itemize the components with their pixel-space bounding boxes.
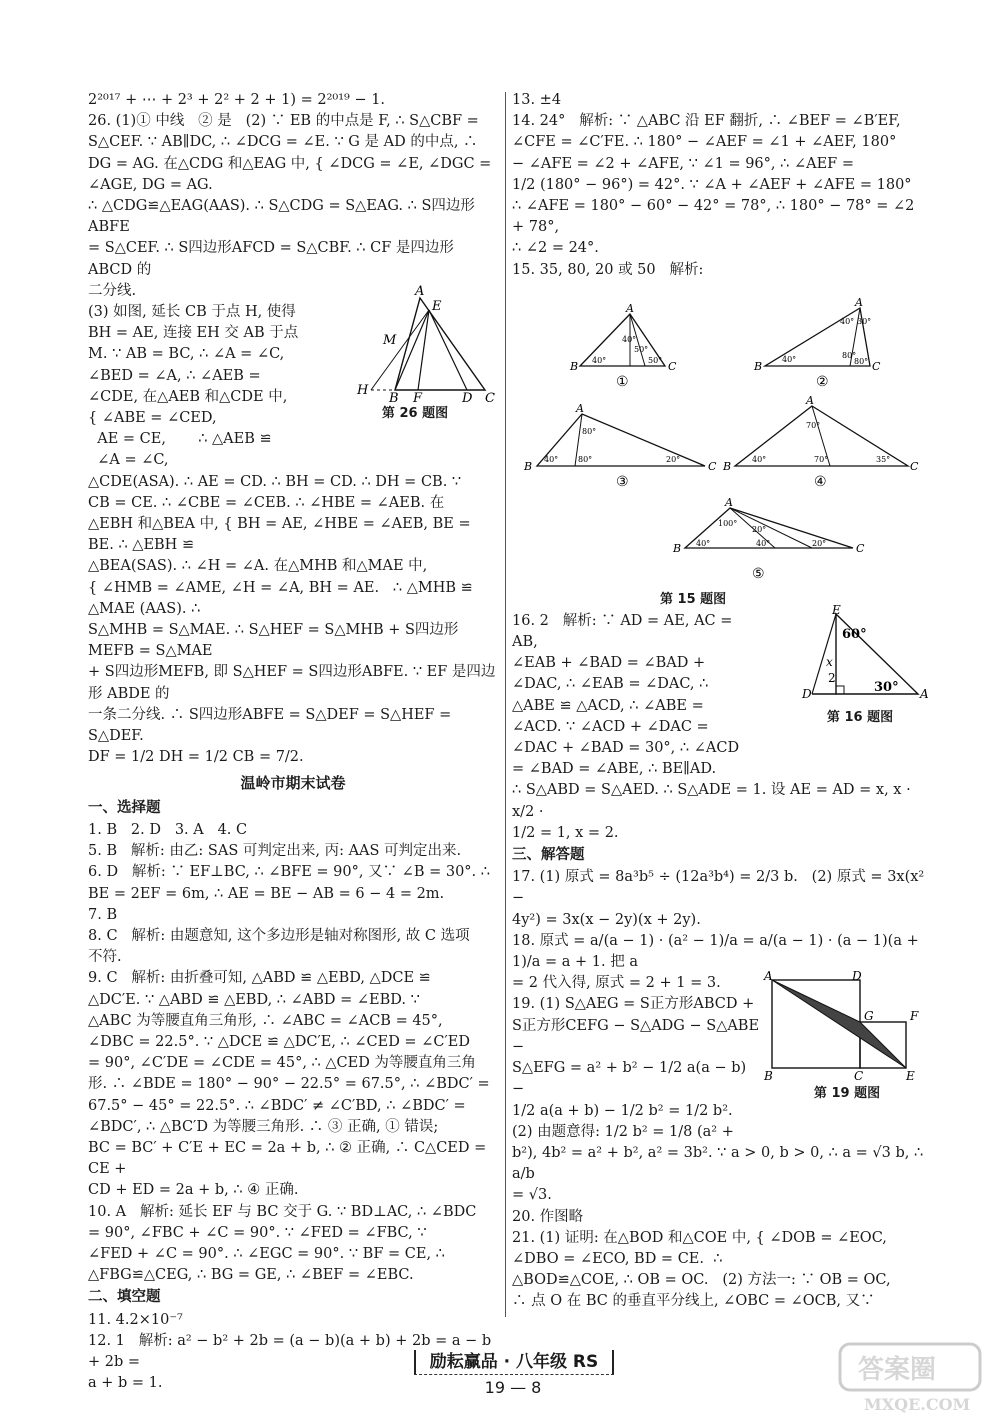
text-line: 17. (1) 原式 = 8a³b⁵ ÷ (12a³b⁴) = 2/3 b. (2) 原式 = 3x(x² − (512, 869, 929, 907)
fig15-angle: 20° (666, 455, 681, 464)
fig26-label: D (462, 391, 473, 406)
fig19-label: F (910, 1009, 919, 1023)
text-line: 26. (1)① 中线 ② 是 (2) ∵ EB 的中点是 F, ∴ S△CBF = (88, 113, 479, 130)
section-choice: 一、选择题 (88, 799, 161, 816)
text-line: 8. C 解析: 由题意知, 这个多边形是轴对称图形, 故 C 选项 (88, 927, 470, 944)
fig19-label: G (864, 1009, 874, 1023)
text-line: (2) 由题意得: 1/2 b² = 1/8 (a² + (512, 1123, 734, 1140)
figure-26 (345, 282, 505, 421)
fig15-angle: 20° (752, 525, 767, 534)
fig15-angle: 50° (634, 345, 649, 354)
fig19-label: C (854, 1069, 864, 1083)
text-line: ∠FED + ∠C = 90°. ∴ ∠EGC = 90°. ∵ BF = CE, ∴ (88, 1245, 445, 1262)
fig26-label: B (389, 391, 399, 406)
fig15-angle: 40° (782, 355, 797, 364)
fig15-mark: ⑤ (752, 566, 765, 582)
q25-q26-text (88, 90, 498, 302)
text-line: 不符. (88, 949, 122, 966)
fig15-angle: 40° (544, 455, 559, 464)
text-line: ∠CDE, 在△AEB 和△CDE 中, (88, 388, 288, 405)
figure-26-caption: 第 26 题图 (381, 406, 449, 421)
fig15-angle: 100° (718, 519, 738, 528)
fig15-angle: 80° (578, 455, 593, 464)
figure-16-drawing (790, 603, 930, 706)
fig26-label: A (415, 284, 425, 299)
text-line: DF = 1/2 DH = 1/2 CB = 7/2. (88, 749, 304, 766)
svg-text:答案圈: 答案圈 (858, 1355, 937, 1385)
fig26-label: E (432, 299, 442, 314)
fig15-angle: 40° (756, 539, 771, 548)
text-line: BE = 2EF = 6m, ∴ AE = BE − AB = 6 − 4 = 2m. (88, 885, 445, 902)
fig15-mark: ① (616, 374, 629, 390)
svg-text:B: B (570, 360, 579, 373)
text-line: 18. 原式 = a/(a − 1) · (a² − 1)/a = a/(a − 1) · (a − 1)(a + 1)/a = a + 1. 把 a (512, 932, 924, 971)
figure-15 (520, 296, 930, 607)
text-line: = S△CEF. ∴ S四边形AFCD = S△CBF. ∴ CF 是四边形 ABCD 的 (88, 240, 459, 278)
q13-q15-text (512, 90, 930, 281)
svg-text:C: C (708, 460, 717, 473)
svg-text:A: A (806, 394, 814, 407)
text-line: 5. B 解析: 由乙: SAS 可判定出来, 丙: AAS 可判定出来. (88, 843, 462, 860)
text-line: 13. ±4 (512, 92, 562, 108)
svg-text:B: B (673, 542, 682, 555)
text-line: 21. (1) 证明: 在△BOD 和△COE 中, { ∠DOB = ∠EOC, ∠DBO = ∠ECO, BD = CE. ∴ (512, 1229, 892, 1267)
text-line: △ABE ≌ △ACD, ∴ ∠ABE = (512, 697, 704, 714)
text-line: ∠DAC, ∴ ∠EAB = ∠DAC, ∴ (512, 676, 709, 693)
svg-text:A: A (626, 302, 634, 315)
text-line: DG = AG. 在△CDG 和△EAG 中, { ∠DCG = ∠E, ∠DGC = ∠AGE, DG = AG. (88, 155, 496, 193)
text-line: 9. C 解析: 由折叠可知, △ABD ≌ △EBD, △DCE ≌ (88, 970, 431, 987)
text-line: 一条二分线. ∴ S四边形ABFE = S△DEF = S△HEF = S△DEF. (88, 706, 456, 745)
fig15-angle: 40° (592, 356, 607, 365)
text-line: 1/2 a(a + b) − 1/2 b² = 1/2 b². (512, 1102, 733, 1119)
fig26-label: F (413, 391, 423, 406)
text-line: △CDE(ASA). ∴ AE = CD. ∴ BH = CD. ∴ DH = CB. ∵ (88, 473, 462, 490)
text-line: 16. 2 解析: ∵ AD = AE, AC = AB, (512, 612, 737, 651)
exam-title: 温岭市期末试卷 (240, 773, 346, 792)
svg-text:C: C (872, 360, 881, 373)
fig15-angle: 40° (622, 335, 637, 344)
text-line: = √3. (512, 1187, 552, 1204)
fig15-angle: 70° (806, 421, 821, 430)
text-line: 11. 4.2×10⁻⁷ (88, 1311, 183, 1328)
text-line: b²), 4b² = a² + b², a² = 3b². ∵ a > 0, b > 0, ∴ a = √3 b, ∴ a/b (512, 1144, 928, 1183)
fig19-label: B (764, 1069, 773, 1083)
text-line: 19. (1) S△AEG = S正方形ABCD + (512, 996, 755, 1013)
figure-26-drawing (345, 282, 505, 406)
text-line: ∠DBC = 22.5°. ∵ △DCE ≌ △DC′E, ∴ ∠CED = ∠C′ED (88, 1033, 470, 1050)
figure-16-caption: 第 16 题图 (826, 710, 894, 725)
text-line: = 2 代入得, 原式 = 2 + 1 = 3. (512, 975, 721, 992)
text-line: { ∠ABE = ∠CED, (88, 410, 217, 427)
text-line: CB = CE. ∴ ∠CBE = ∠CEB. ∴ ∠HBE = ∠AEB. 在 (88, 494, 445, 511)
svg-text:C: C (910, 460, 919, 473)
text-line: △BEA(SAS). ∴ ∠H = ∠A. 在△MHB 和△MAE 中, (88, 558, 428, 575)
text-line: △FBG≌△CEG, ∴ BG = GE, ∴ ∠BEF = ∠EBC. (88, 1267, 414, 1284)
fig26-label: C (485, 391, 495, 406)
text-line: ∠BED = ∠A, ∴ ∠AEB = (88, 367, 261, 384)
text-line: 15. 35, 80, 20 或 50 解析: (512, 261, 704, 278)
fig16-label: A (920, 687, 929, 701)
fig16-label: x (826, 655, 833, 669)
text-line: 20. 作图略 (512, 1208, 584, 1225)
text-line: 6. D 解析: ∵ EF⊥BC, ∴ ∠BFE = 90°, 又∵ ∠B = 30°. ∴ (88, 864, 490, 881)
q16-conclusion (512, 780, 930, 844)
fig15-angle: 30° (857, 317, 872, 326)
text-line: ∴ S△ABD = S△AED. ∴ S△ADE = 1. 设 AE = AD = x, x · x/2 · (512, 782, 916, 820)
q26-proof-text (88, 472, 498, 769)
text-line: ∠ACD. ∵ ∠ACD + ∠DAC = (512, 718, 709, 735)
choice-answers (88, 820, 498, 1286)
text-line: 1/2 = 1, x = 2. (512, 824, 619, 841)
text-line: ∠BDC′, ∴ △BC′D 为等腰三角形. ∴ ③ 正确, ① 错误; (88, 1118, 439, 1135)
svg-text:C: C (668, 360, 677, 373)
text-line: △DC′E. ∵ △ABD ≌ △EBD, ∴ ∠ABD = ∠EBD. ∵ (88, 991, 420, 1008)
text-line: (3) 如图, 延长 CB 于点 H, 使得 (88, 304, 296, 321)
text-line: 67.5° − 45° = 22.5°. ∴ ∠BDC′ ≠ ∠C′BD, ∴ ∠BDC′ = (88, 1097, 466, 1114)
fig15-angle: 40° (752, 455, 767, 464)
fig15-angle: 70° (814, 455, 829, 464)
figure-19-caption: 第 19 题图 (813, 1086, 881, 1101)
fig19-label: A (764, 969, 773, 983)
section-fill: 二、填空题 (88, 1289, 161, 1306)
fig19-label: E (906, 1069, 915, 1083)
svg-text:B: B (524, 460, 533, 473)
text-line: ∴ ∠AFE = 180° − 60° − 42° = 78°, ∴ 180° − 78° = ∠2 + 78°, (512, 198, 919, 236)
fig15-angle: 50° (648, 356, 663, 365)
text-line: = ∠BAD = ∠ABE, ∴ BE∥AD. (512, 761, 717, 778)
text-line: 14. 24° 解析: ∵ △ABC 沿 EF 翻折, ∴ ∠BEF = ∠B′EF, (512, 113, 901, 130)
text-line: BH = AE, 连接 EH 交 AB 于点 (88, 325, 299, 342)
text-line: = 90°, ∠C′DE = ∠CDE = 45°, ∴ △CED 为等腰直角三角 (88, 1055, 476, 1072)
fig15-angle: 80° (582, 427, 597, 436)
fig15-mark: ③ (616, 474, 629, 490)
fig15-mark: ② (816, 374, 829, 390)
text-line: S△EFG = a² + b² − 1/2 a(a − b) − (512, 1060, 751, 1098)
text-line: ∴ △CDG≌△EAG(AAS). ∴ S△CDG = S△EAG. ∴ S四边形ABFE (88, 198, 475, 236)
figure-15-drawing (520, 296, 930, 588)
text-line: 4y²) = 3x(x − 2y)(x + 2y). (512, 911, 701, 928)
text-line: ∴ ∠2 = 24°. (512, 240, 599, 257)
text-line: 1/2 (180° − 96°) = 42°. ∵ ∠A + ∠AEF + ∠AFE = 180° (512, 176, 912, 193)
text-line: M. ∵ AB = BC, ∴ ∠A = ∠C, (88, 346, 285, 363)
text-line: 7. B (88, 906, 118, 923)
footer-brand: 励耘赢品 · 八年级 RS (414, 1350, 614, 1374)
svg-text:B: B (754, 360, 763, 373)
text-line: = 90°, ∠FBC + ∠C = 90°. ∵ ∠FED = ∠FBC, ∵ (88, 1224, 427, 1241)
fig16-label: E (832, 603, 841, 617)
text-line: 形. ∴ ∠BDE = 180° − 90° − 22.5° = 67.5°, ∴ ∠BDC′ = (88, 1076, 490, 1093)
svg-text:A: A (855, 296, 863, 309)
section-solve: 三、解答题 (512, 847, 585, 864)
text-line: 二分线. (88, 282, 137, 299)
fig16-label: 60° (842, 627, 867, 642)
text-line: 10. A 解析: 延长 EF 与 BC 交于 G. ∵ BD⊥AC, ∴ ∠BDC (88, 1203, 477, 1220)
text-line: 2²⁰¹⁷ + ⋯ + 2³ + 2² + 2 + 1) = 2²⁰¹⁹ − 1. (88, 92, 386, 108)
svg-text:MXQE.COM: MXQE.COM (864, 1395, 971, 1414)
text-line: ∠CFE = ∠C′FE. ∴ 180° − ∠AEF = ∠1 + ∠AEF, 180° (512, 134, 897, 151)
fig16-label: 2 (828, 671, 836, 685)
q20-q21-text (512, 1207, 930, 1313)
text-line: BC = BC′ + C′E + EC = 2a + b, ∴ ② 正确, ∴ C△CED = CE + (88, 1139, 491, 1178)
text-line: + S四边形MEFB, 即 S△HEF = S四边形ABFE. ∵ EF 是四边形 ABDE 的 (88, 664, 496, 702)
fig15-angle: 40° (696, 539, 711, 548)
text-line: 12. 1 解析: a² − b² + 2b = (a − b)(a + b) + 2b = a − b + 2b = (88, 1332, 496, 1370)
fig26-label: H (357, 383, 369, 398)
fig15-angle: 20° (812, 539, 827, 548)
q19-part2-text (512, 1143, 930, 1207)
text-line: S△CEF. ∵ AB∥DC, ∴ ∠DCG = ∠E. ∵ G 是 AD 的中点, ∴ (88, 134, 478, 151)
figure-19 (762, 970, 932, 1101)
text-line: ∠DAC + ∠BAD = 30°, ∴ ∠ACD (512, 740, 740, 757)
text-line: ∠EAB + ∠BAD = ∠BAD + (512, 655, 706, 672)
fig16-label: D (802, 687, 812, 701)
text-line: △ABC 为等腰直角三角形, ∴ ∠ABC = ∠ACB = 45°, (88, 1012, 443, 1029)
svg-text:A: A (576, 402, 584, 415)
svg-text:A: A (725, 496, 733, 509)
text-line: − ∠AFE = ∠2 + ∠AFE, ∵ ∠1 = 96°, ∴ ∠AEF = (512, 155, 854, 172)
text-line: S正方形CEFG − S△ADG − S△ABE − (512, 1017, 764, 1055)
fig26-label: M (383, 333, 397, 348)
figure-19-drawing (762, 970, 932, 1082)
figure-15-caption: 第 15 题图 (660, 592, 727, 607)
figure-16 (790, 603, 930, 725)
text-line: ∠A = ∠C, (88, 452, 169, 469)
svg-text:B: B (723, 460, 732, 473)
text-line: 1. B 2. D 3. A 4. C (88, 821, 248, 838)
footer-rule (414, 1374, 614, 1375)
fig16-label: 30° (874, 680, 899, 695)
fig15-angle: 35° (876, 455, 891, 464)
text-line: ∴ 点 O 在 BC 的垂直平分线上, ∠OBC = ∠OCB, 又∵ (512, 1293, 875, 1310)
text-line: CD + ED = 2a + b, ∴ ④ 正确. (88, 1182, 299, 1199)
fig15-mark: ④ (814, 474, 827, 490)
fig15-angle: 40° (840, 317, 855, 326)
fig19-label: D (852, 969, 862, 983)
page-number: 19 — 8 (484, 1378, 542, 1397)
fig15-angle: 80° (854, 357, 869, 366)
text-line: S△MHB = S△MAE. ∴ S△HEF = S△MHB + S四边形MEFB = S△MAE (88, 622, 459, 660)
text-line: △BOD≌△COE, ∴ OB = OC. (2) 方法一: ∵ OB = OC, (512, 1272, 891, 1289)
text-line: AE = CE, ∴ △AEB ≌ (88, 431, 272, 448)
fig15-angle: 80° (842, 351, 857, 360)
text-line: { ∠HMB = ∠AME, ∠H = ∠A, BH = AE. ∴ △MHB ≌ △MAE (AAS). ∴ (88, 579, 478, 617)
text-line: △EBH 和△BEA 中, { BH = AE, ∠HBE = ∠AEB, BE = BE. ∴ △EBH ≌ (88, 516, 476, 554)
text-line: a + b = 1. (88, 1375, 163, 1392)
svg-text:C: C (856, 542, 865, 555)
watermark-logo (836, 1338, 986, 1418)
column-divider (505, 92, 506, 1317)
